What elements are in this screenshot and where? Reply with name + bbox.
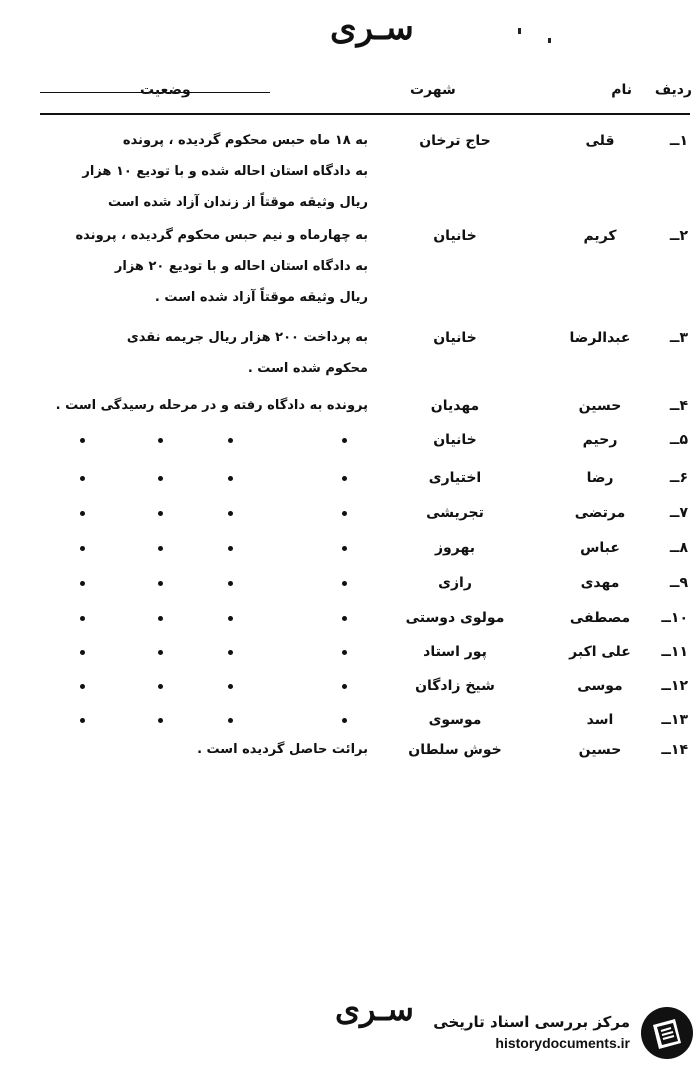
row-name: حسین — [578, 742, 622, 758]
row-number: ۱۳ــ — [661, 712, 688, 728]
watermark-title: مرکز بررسی اسناد تاریخی — [433, 1013, 630, 1031]
ditto-dot — [158, 684, 163, 689]
vazeiat-line: محکوم شده است . — [247, 361, 368, 376]
ink-speck — [518, 28, 521, 34]
row-name: رضا — [586, 470, 614, 486]
ditto-marks — [80, 581, 350, 591]
row-name: قلی — [585, 133, 615, 149]
row-shohrat: حاج ترخان — [419, 133, 491, 149]
ditto-dot — [342, 511, 347, 516]
table-row — [0, 133, 700, 210]
ditto-dot — [158, 476, 163, 481]
row-shohrat: خوش سلطان — [408, 742, 502, 758]
ink-speck — [548, 38, 551, 43]
ditto-dot — [158, 546, 163, 551]
row-vazeiat — [28, 390, 368, 421]
ditto-dot — [228, 616, 233, 621]
header-rule — [40, 113, 690, 115]
row-shohrat: شیخ زادگان — [415, 678, 495, 694]
header-radif: ردیف — [654, 82, 692, 98]
vazeiat-line: پرونده به دادگاه رفته و در مرحله رسیدگی است . — [55, 398, 368, 413]
row-number: ۷ــ — [669, 505, 688, 521]
row-shohrat: موسوی — [428, 712, 482, 728]
ditto-marks — [80, 511, 350, 521]
ditto-dot — [342, 616, 347, 621]
header-underline — [40, 92, 270, 93]
row-name: مصطفی — [569, 610, 631, 626]
row-number: ۳ــ — [669, 330, 688, 346]
ditto-dot — [342, 438, 347, 443]
header-vazeiat: وضعیت — [140, 82, 191, 98]
ditto-dot — [80, 581, 85, 586]
ditto-dot — [158, 718, 163, 723]
row-number: ۵ــ — [669, 432, 688, 448]
ditto-dot — [80, 476, 85, 481]
row-vazeiat — [28, 125, 368, 218]
ditto-dot — [228, 581, 233, 586]
row-number: ۱۰ــ — [661, 610, 688, 626]
row-shohrat: مولوی دوستی — [405, 610, 505, 626]
ditto-dot — [342, 581, 347, 586]
table-row — [0, 644, 700, 674]
ditto-dot — [80, 650, 85, 655]
vazeiat-line: به دادگاه استان احاله و با تودیع ۲۰ هزار — [114, 259, 368, 274]
ditto-dot — [80, 684, 85, 689]
row-shohrat: پور استاد — [423, 644, 487, 660]
row-name: مرتضی — [574, 505, 626, 521]
ditto-dot — [80, 511, 85, 516]
ditto-dot — [342, 546, 347, 551]
ditto-dot — [342, 684, 347, 689]
row-shohrat: تجریشی — [426, 505, 484, 521]
ditto-marks — [80, 476, 350, 486]
table-row — [0, 470, 700, 500]
vazeiat-line: به ۱۸ ماه حبس محکوم گردیده ، پرونده — [122, 133, 368, 148]
row-number: ۱ــ — [669, 133, 688, 149]
ditto-dot — [228, 511, 233, 516]
ditto-marks — [80, 616, 350, 626]
row-number: ۱۱ــ — [661, 644, 688, 660]
table-row — [0, 540, 700, 570]
archive-document-icon — [639, 1005, 695, 1061]
row-name: حسین — [578, 398, 622, 414]
ditto-dot — [80, 438, 85, 443]
vazeiat-line: ریال وثیقه موقتاً آزاد شده است . — [154, 290, 368, 305]
row-name: اسد — [586, 712, 614, 728]
ditto-marks — [80, 650, 350, 660]
ditto-marks — [80, 718, 350, 728]
archive-watermark — [425, 1005, 695, 1060]
ditto-dot — [158, 511, 163, 516]
row-shohrat: بهروز — [435, 540, 475, 556]
row-number: ۹ــ — [669, 575, 688, 591]
row-number: ۴ــ — [669, 398, 688, 414]
ditto-dot — [80, 546, 85, 551]
ditto-dot — [228, 650, 233, 655]
table-row — [0, 330, 700, 376]
vazeiat-line: به چهارماه و نیم حبس محکوم گردیده ، پرونده — [75, 228, 368, 243]
ditto-dot — [228, 684, 233, 689]
row-shohrat: خانیان — [433, 330, 477, 346]
row-shohrat: خانیان — [433, 228, 477, 244]
row-name: علی اکبر — [569, 644, 631, 660]
ditto-dot — [80, 718, 85, 723]
row-name: موسی — [577, 678, 623, 694]
header-nam: نام — [611, 82, 632, 98]
ditto-dot — [342, 476, 347, 481]
ditto-dot — [228, 718, 233, 723]
row-vazeiat — [28, 220, 368, 313]
row-number: ۸ــ — [669, 540, 688, 556]
ditto-dot — [342, 718, 347, 723]
table-row — [0, 432, 700, 462]
row-vazeiat — [28, 734, 368, 765]
row-vazeiat — [28, 322, 368, 384]
table-row — [0, 678, 700, 708]
header-shohrat: شهرت — [410, 82, 456, 98]
table-row — [0, 742, 700, 772]
row-number: ۶ــ — [669, 470, 688, 486]
classification-mark-bottom: سـری — [335, 990, 414, 1028]
ditto-dot — [342, 650, 347, 655]
watermark-url: historydocuments.ir — [495, 1035, 630, 1051]
row-name: عباس — [580, 540, 620, 556]
ditto-dot — [228, 438, 233, 443]
vazeiat-line: برائت حاصل گردیده است . — [197, 742, 368, 757]
row-shohrat: خانیان — [433, 432, 477, 448]
table-row — [0, 398, 700, 428]
table-row — [0, 610, 700, 640]
row-number: ۱۲ــ — [661, 678, 688, 694]
ditto-marks — [80, 438, 350, 448]
row-name: رحیم — [582, 432, 618, 448]
table-row — [0, 228, 700, 305]
classification-mark-top: سـری — [330, 8, 414, 48]
row-shohrat: اختیاری — [428, 470, 482, 486]
ditto-dot — [228, 476, 233, 481]
ditto-dot — [158, 581, 163, 586]
row-shohrat: رازی — [438, 575, 472, 591]
row-name: کریم — [583, 228, 617, 244]
table-row — [0, 575, 700, 605]
ditto-dot — [158, 438, 163, 443]
ditto-marks — [80, 546, 350, 556]
vazeiat-line: به دادگاه استان احاله شده و با تودیع ۱۰ هزار — [82, 164, 368, 179]
row-shohrat: مهدیان — [430, 398, 480, 414]
ditto-marks — [80, 684, 350, 694]
row-name: عبدالرضا — [569, 330, 631, 346]
row-number: ۱۴ــ — [661, 742, 688, 758]
vazeiat-line: به پرداخت ۲۰۰ هزار ریال جریمه نقدی — [126, 330, 368, 345]
row-name: مهدی — [580, 575, 620, 591]
table-row — [0, 505, 700, 535]
ditto-dot — [158, 650, 163, 655]
vazeiat-line: ریال وثیقه موقتاً از زندان آزاد شده است — [107, 195, 368, 210]
ditto-dot — [80, 616, 85, 621]
ditto-dot — [228, 546, 233, 551]
ditto-dot — [158, 616, 163, 621]
row-number: ۲ــ — [669, 228, 688, 244]
